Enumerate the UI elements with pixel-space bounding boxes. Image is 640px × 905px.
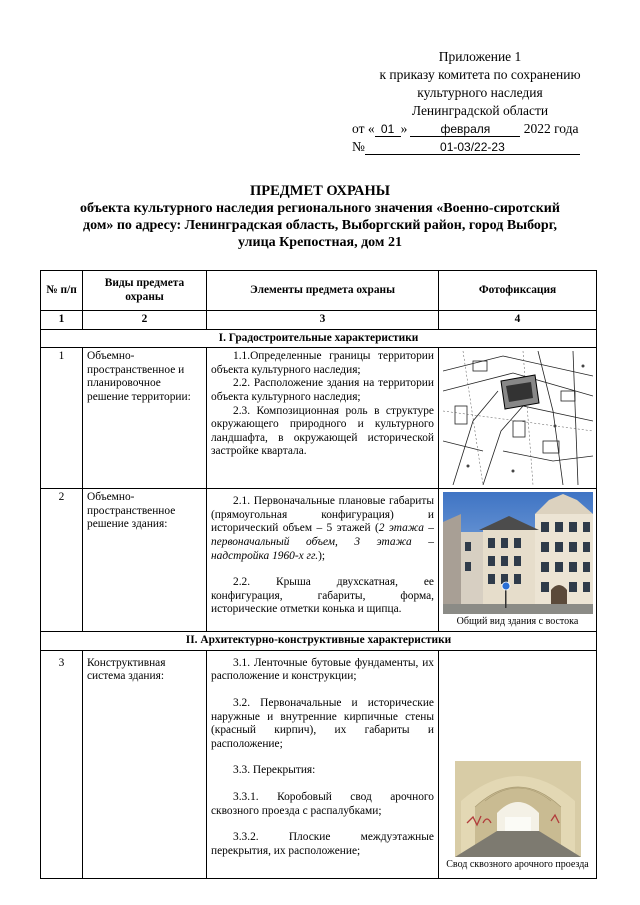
building-east-photo: [443, 492, 593, 614]
element-item: 3.3.1. Коробовый свод арочного сквозного проезда с распалубками;: [211, 790, 434, 817]
annex-number-line: [330, 138, 630, 156]
element-item: 3.3.2. Плоские междуэтажные перекрытия, их расположение;: [211, 831, 434, 857]
section-row-1: [41, 329, 597, 348]
arch-passage-photo: [455, 761, 581, 857]
protection-subject-table: [40, 270, 597, 879]
element-item: 3.1. Ленточные бутовые фундаменты, их расположение и конструкции;: [211, 656, 434, 683]
site-plan-map: [443, 351, 593, 485]
header-num: № п/п: [41, 271, 83, 311]
row-kind: Конструктивная система здания:: [83, 650, 207, 878]
photo-caption: Свод сквозного арочного проезда: [446, 858, 589, 870]
row-kind: Объемно-пространственное и планировочное решение территории:: [83, 348, 207, 489]
element-item: 2.2. Расположение здания на территории объекта культурного наследия;: [211, 377, 434, 403]
col-number: 4: [439, 311, 597, 330]
row-photo: [439, 348, 597, 489]
header-photo: Фотофиксация: [439, 271, 597, 311]
order-number: 01-03/22-23: [365, 141, 580, 155]
element-item: 2.3. Композиционная роль в структуре окружающего природного и культурного ландшафта, в окружающей исторической застройке квартала.: [211, 404, 434, 458]
date-prefix: от «: [352, 121, 375, 136]
section-row-2: [41, 632, 597, 651]
row-elements: [207, 650, 439, 878]
annex-line-1: Приложение 1: [438, 49, 522, 64]
row-number: 3: [41, 650, 83, 878]
row-photo: [439, 650, 597, 878]
section-title: II. Архитектурно-конструктивные характеристики: [41, 632, 597, 651]
annex-line-2: к приказу комитета по сохранению: [379, 67, 581, 82]
section-title: I. Градостроительные характеристики: [41, 329, 597, 348]
row-number: 2: [41, 489, 83, 632]
row-kind: Объемно-пространственное решение здания:: [83, 489, 207, 632]
element-item: 1.1.Определенные границы территории объекта культурного наследия;: [211, 350, 434, 376]
table-row: [41, 348, 597, 489]
document-title: [30, 183, 610, 251]
element-item: 2.1. Первоначальные плановые габариты (прямоугольная конфигурация) и исторический объем – 5 этажей (2 этажа – первоначальный объем, 3 этажа – надстройка 1960-х гг.);: [211, 495, 434, 562]
title-sub-2: дом» по адресу: Ленинградская область, Выборгский район, город Выборг,: [83, 218, 557, 233]
annex-block: [330, 48, 630, 156]
date-day: 01: [375, 123, 401, 137]
number-prefix: №: [352, 139, 365, 154]
row-photo: [439, 489, 597, 632]
table-header-row: [41, 271, 597, 311]
title-sub-3: улица Крепостная, дом 21: [238, 235, 402, 250]
date-month: февраля: [410, 123, 520, 137]
header-elements: Элементы предмета охраны: [207, 271, 439, 311]
date-mid: »: [400, 121, 408, 136]
col-number: 2: [83, 311, 207, 330]
element-item: 3.2. Первоначальные и исторические наружные и внутренние кирпичные стены (красный кирпич), их габариты и расположение;: [211, 696, 434, 750]
column-number-row: [41, 311, 597, 330]
date-year: 2022 года: [523, 121, 579, 136]
annex-line-4: Ленинградской области: [411, 103, 549, 118]
element-item: 2.2. Крыша двухскатная, ее конфигурация, габариты, форма, исторические отметки конька и щипца.: [211, 576, 434, 616]
col-number: 3: [207, 311, 439, 330]
col-number: 1: [41, 311, 83, 330]
table-row: [41, 489, 597, 632]
row-elements: [207, 489, 439, 632]
photo-caption: Общий вид здания с востока: [456, 616, 579, 628]
row-elements: [207, 348, 439, 489]
row-number: 1: [41, 348, 83, 489]
element-item: 3.3. Перекрытия:: [233, 764, 316, 777]
table-row: [41, 650, 597, 878]
title-sub-1: объекта культурного наследия регионального значения «Военно-сиротский: [80, 201, 560, 216]
header-kind: Виды предмета охраны: [83, 271, 207, 311]
annex-line-3: культурного наследия: [417, 85, 543, 100]
title-main: ПРЕДМЕТ ОХРАНЫ: [249, 183, 391, 199]
annex-date-line: [330, 120, 630, 138]
